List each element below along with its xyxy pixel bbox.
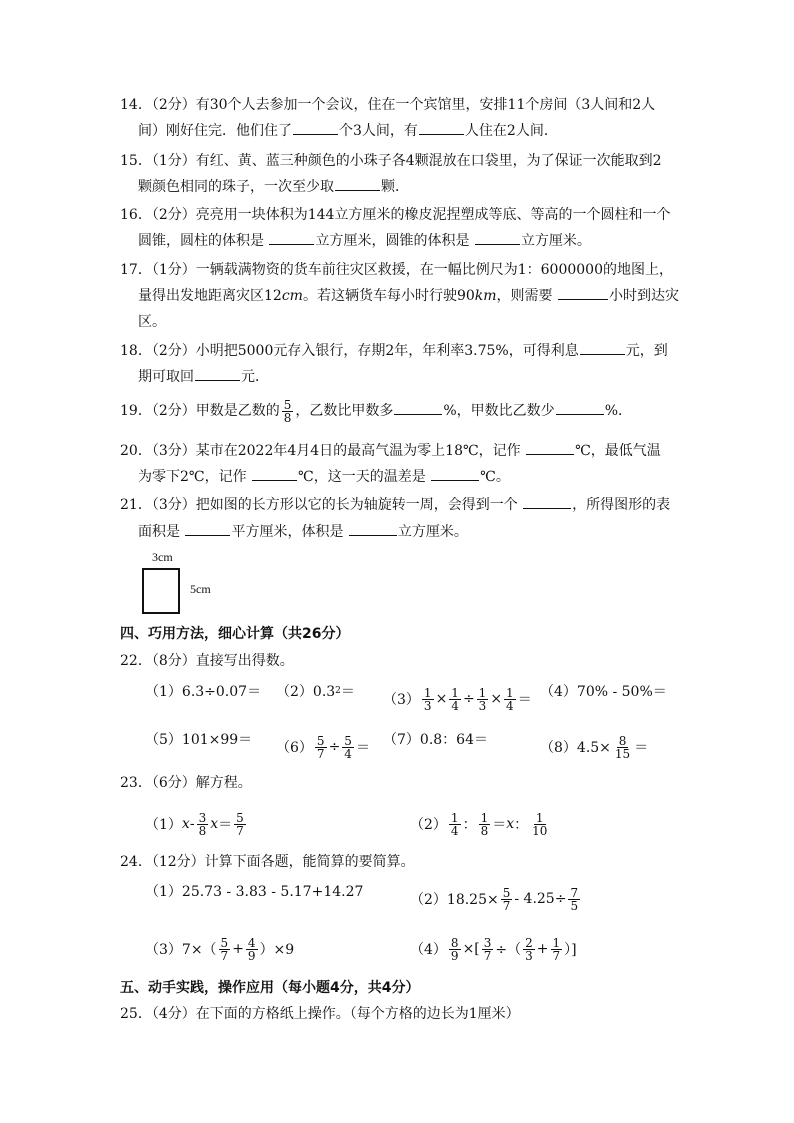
q22-item3: （3） $\frac{1}{3}$ × $\frac{1}{4}$ ÷ $\frac{1}{3}$ × $\frac{1}{4}$ ＝ [383, 685, 532, 713]
q17-line1: 17．（1分）一辆载满物资的货车前往灾区救援，在一幅比例尺为1：6000000的地图上， [120, 262, 673, 278]
answer-blank[interactable] [185, 521, 230, 536]
answer-blank[interactable] [580, 340, 625, 355]
q22-item2: （2）0.3 2 ＝ [276, 684, 355, 700]
q22-item6: （6） $\frac{5}{7}$ ÷ $\frac{5}{4}$ ＝ [276, 733, 370, 761]
q23-title: 23．（6分）解方程。 [120, 775, 252, 791]
q16-line2: 圆锥，圆柱的体积是 立方厘米，圆锥的体积是 立方厘米。 [138, 230, 591, 252]
answer-blank[interactable] [431, 466, 479, 481]
section-5-heading: 五、动手实践，操作应用（每小题4分，共4分） [120, 980, 420, 996]
q21-line1: 21．（3分）把如图的长方形以它的长为轴旋转一周，会得到一个 ，所得图形的表 [120, 494, 670, 516]
answer-blank[interactable] [419, 120, 464, 135]
answer-blank[interactable] [394, 400, 442, 415]
answer-blank[interactable] [558, 285, 608, 300]
q22-item1: （1）6.3÷0.07＝ [145, 684, 262, 700]
rect-width-label: 3cm [152, 550, 173, 564]
rect-length-label: 5cm [190, 582, 211, 596]
answer-blank[interactable] [335, 176, 380, 191]
q18-line1: 18．（2分）小明把5000元存入银行，存期2年，年利率3.75%，可得利息 元，到 [120, 340, 668, 362]
answer-blank[interactable] [349, 521, 397, 536]
q24-calc1: （1）25.73 - 3.83 - 5.17+14.27 [145, 884, 364, 900]
q21-line2: 面积是 平方厘米，体积是 立方厘米。 [138, 521, 468, 543]
q19-line: 19．（2分）甲数是乙数的 $\frac{5}{8}$ ，乙数比甲数多 %，甲数比乙数少 %． [120, 397, 632, 425]
q14-line1: 14．（2分）有30个人去参加一个会议，住在一个宾馆里，安排11个房间（3人间和2人 [120, 97, 656, 113]
q20-line2: 为零下2℃，记作 ℃，这一天的温差是 ℃。 [138, 466, 510, 488]
q22-item7: （7）0.8：64＝ [383, 732, 488, 748]
q22-item8: （8）4.5× $\frac{8}{15}$ ＝ [540, 733, 649, 761]
section-4-heading: 四、巧用方法，细心计算（共26分） [120, 626, 350, 642]
q24-calc2: （2）18.25× $\frac{5}{7}$ - 4.25÷ $\frac{7}{5}$ [410, 885, 579, 913]
q18-line2: 期可取回 元． [138, 366, 269, 388]
q14-line2: 间）刚好住完．他们住了 个3人间，有 人住在2人间． [138, 120, 558, 142]
q15-line2: 颗颜色相同的珠子，一次至少取 颗． [138, 176, 409, 198]
q22-title: 22．（8分）直接写出得数。 [120, 653, 294, 669]
q24-title: 24．（12分）计算下面各题，能简算的要简算。 [120, 854, 415, 870]
q25-line: 25．（4分）在下面的方格纸上操作。（每个方格的边长为1厘米） [120, 1006, 520, 1022]
q23-eq2: （2） $\frac{1}{4}$ ： $\frac{1}{8}$ ＝ x ： $\frac{1}{10}$ [410, 810, 548, 838]
q22-item5: （5）101×99＝ [145, 732, 253, 748]
q15-line1: 15．（1分）有红、黄、蓝三种颜色的小珠子各4颗混放在口袋里，为了保证一次能取到2 [120, 153, 662, 169]
q16-line1: 16．（2分）亮亮用一块体积为144立方厘米的橡皮泥捏塑成等底、等高的一个圆柱和一个 [120, 207, 671, 223]
answer-blank[interactable] [293, 120, 338, 135]
answer-blank[interactable] [526, 440, 574, 455]
q23-eq1: （1） x - $\frac{3}{8}$ x ＝ $\frac{5}{7}$ [145, 810, 244, 838]
answer-blank[interactable] [523, 494, 571, 509]
q22-item4: （4）70% - 50%＝ [540, 684, 667, 700]
answer-blank[interactable] [475, 230, 520, 245]
q17-line3: 区。 [138, 314, 166, 330]
q24-calc4: （4） $\frac{8}{9}$ ×[ $\frac{3}{7}$ ÷（ $\frac{2}{3}$ + $\frac{1}{7}$ ）] [410, 935, 577, 963]
rectangle-figure [142, 568, 180, 614]
q24-calc3: （3）7×（ $\frac{5}{7}$ + $\frac{4}{9}$ ）×9 [145, 935, 295, 963]
answer-blank[interactable] [252, 466, 297, 481]
answer-blank[interactable] [195, 366, 240, 381]
q20-line1: 20．（3分）某市在2022年4月4日的最高气温为零上18℃，记作 ℃，最低气温 [120, 440, 661, 462]
answer-blank[interactable] [556, 400, 604, 415]
q17-line2: 量得出发地距离灾区12cm。若这辆货车每小时行驶90km，则需要 小时到达灾 [138, 285, 679, 307]
answer-blank[interactable] [269, 230, 314, 245]
